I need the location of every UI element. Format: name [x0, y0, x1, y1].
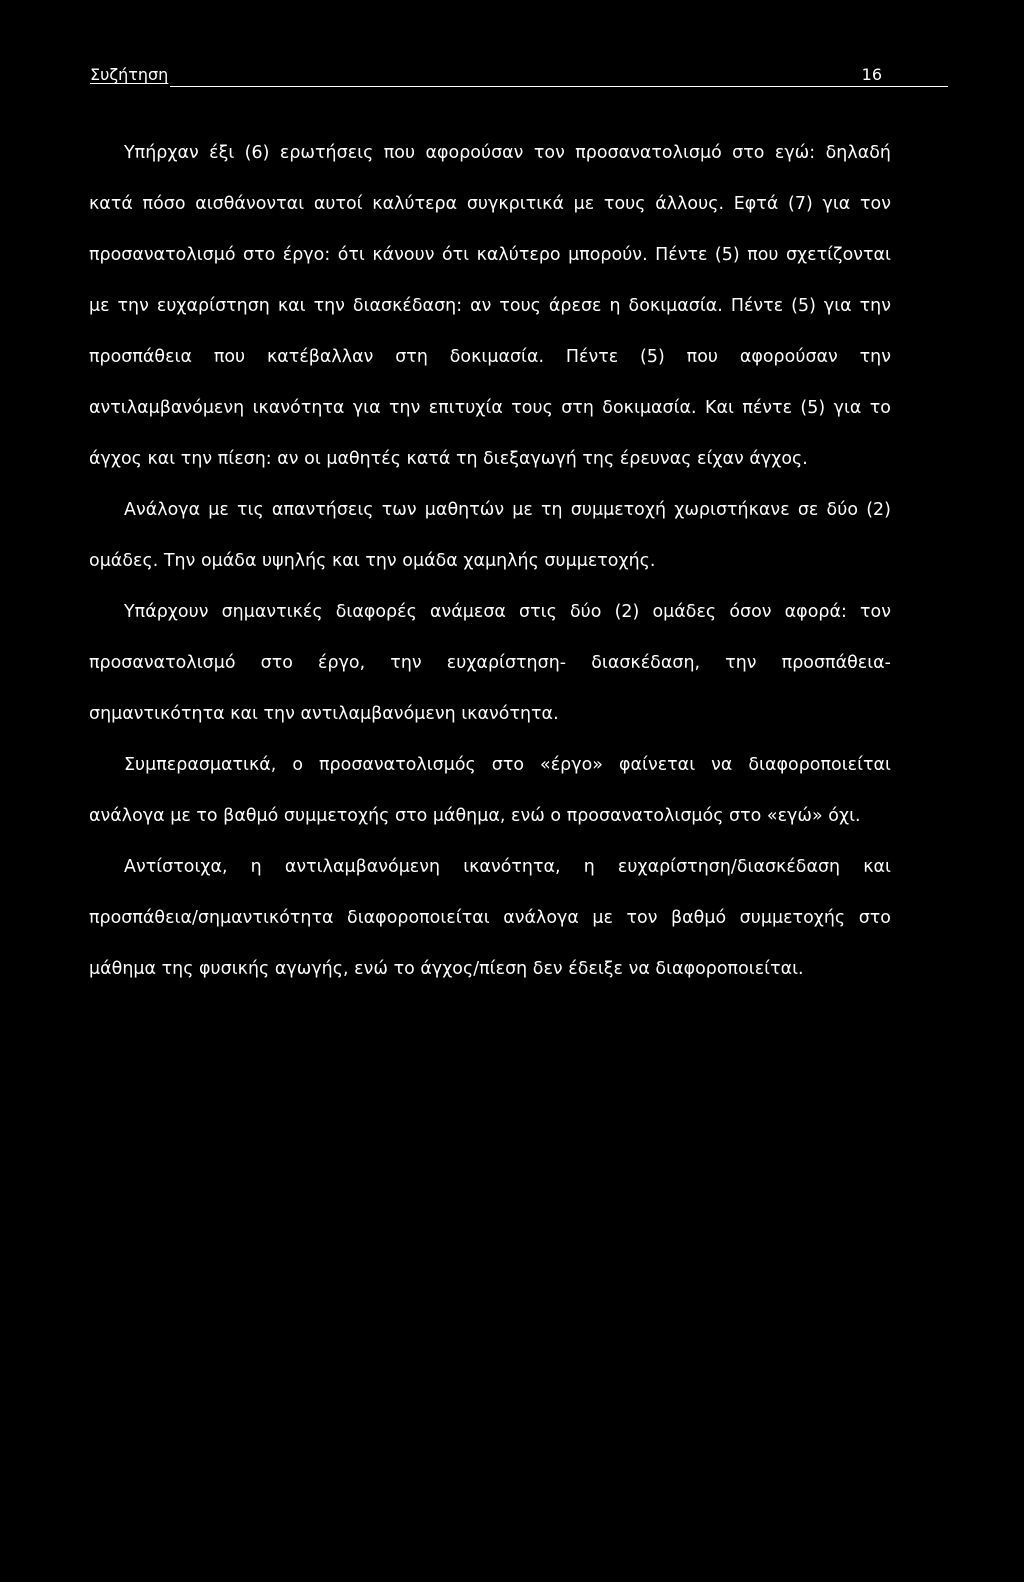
paragraph-questions: Υπήρχαν έξι (6) ερωτήσεις που αφορούσαν τον προσανατολισμό στο εγώ: δηλαδή κατά πόσο αισθάνονται αυτοί καλύτερα συγκριτικά με τους άλλους. Εφτά (7) για τον προσανατολισμό στο έργο: ότι κάνουν ότι καλύτερο μπορούν. Πέντε (5) που σχετίζονται με την ευχαρίστηση και την διασκέδαση: αν τους άρεσε η δοκιμασία. Πέντε (5) για την προσπάθεια που κατέβαλλαν στη δοκιμασία. Πέντε (5) που αφορούσαν την αντιλαμβανόμενη ικανότητα για την επιτυχία τους στη δοκιμασία. Και πέντε (5) για το άγχος και την πίεση: αν οι μαθητές κατά τη διεξαγωγή της έρευνας είχαν άγχος. — [89, 143, 891, 469]
paragraph-differences: Υπάρχουν σημαντικές διαφορές ανάμεσα στις δύο (2) ομάδες όσον αφορά: τον προσανατολισμό στο έργο, την ευχαρίστηση- διασκέδαση, την προσπάθεια- σημαντικότητα και την αντιλαμβανόμενη ικανότητα. — [89, 602, 891, 724]
header-rule — [170, 86, 948, 87]
section-title: Συζήτηση — [90, 65, 169, 84]
paragraph-groups: Ανάλογα με τις απαντήσεις των μαθητών με τη συμμετοχή χωριστήκανε σε δύο (2) ομάδες. Την ομάδα υψηλής και την ομάδα χαμηλής συμμετοχής. — [89, 500, 891, 571]
paragraph-conclusion-orientation: Συμπερασματικά, ο προσανατολισμός στο «έργο» φαίνεται να διαφοροποιείται ανάλογα με το βαθμό συμμετοχής στο μάθημα, ενώ ο προσανατολισμός στο «εγώ» όχι. — [89, 755, 891, 826]
body-text — [89, 128, 891, 995]
page-number: 16 — [861, 65, 882, 84]
paragraph-conclusion-ability: Αντίστοιχα, η αντιλαμβανόμενη ικανότητα, η ευχαρίστηση/διασκέδαση και προσπάθεια/σημαντικότητα διαφοροποιείται ανάλογα με τον βαθμό συμμετοχής στο μάθημα της φυσικής αγωγής, ενώ το άγχος/πίεση δεν έδειξε να διαφοροποιείται. — [89, 857, 891, 979]
page-header — [90, 64, 890, 90]
